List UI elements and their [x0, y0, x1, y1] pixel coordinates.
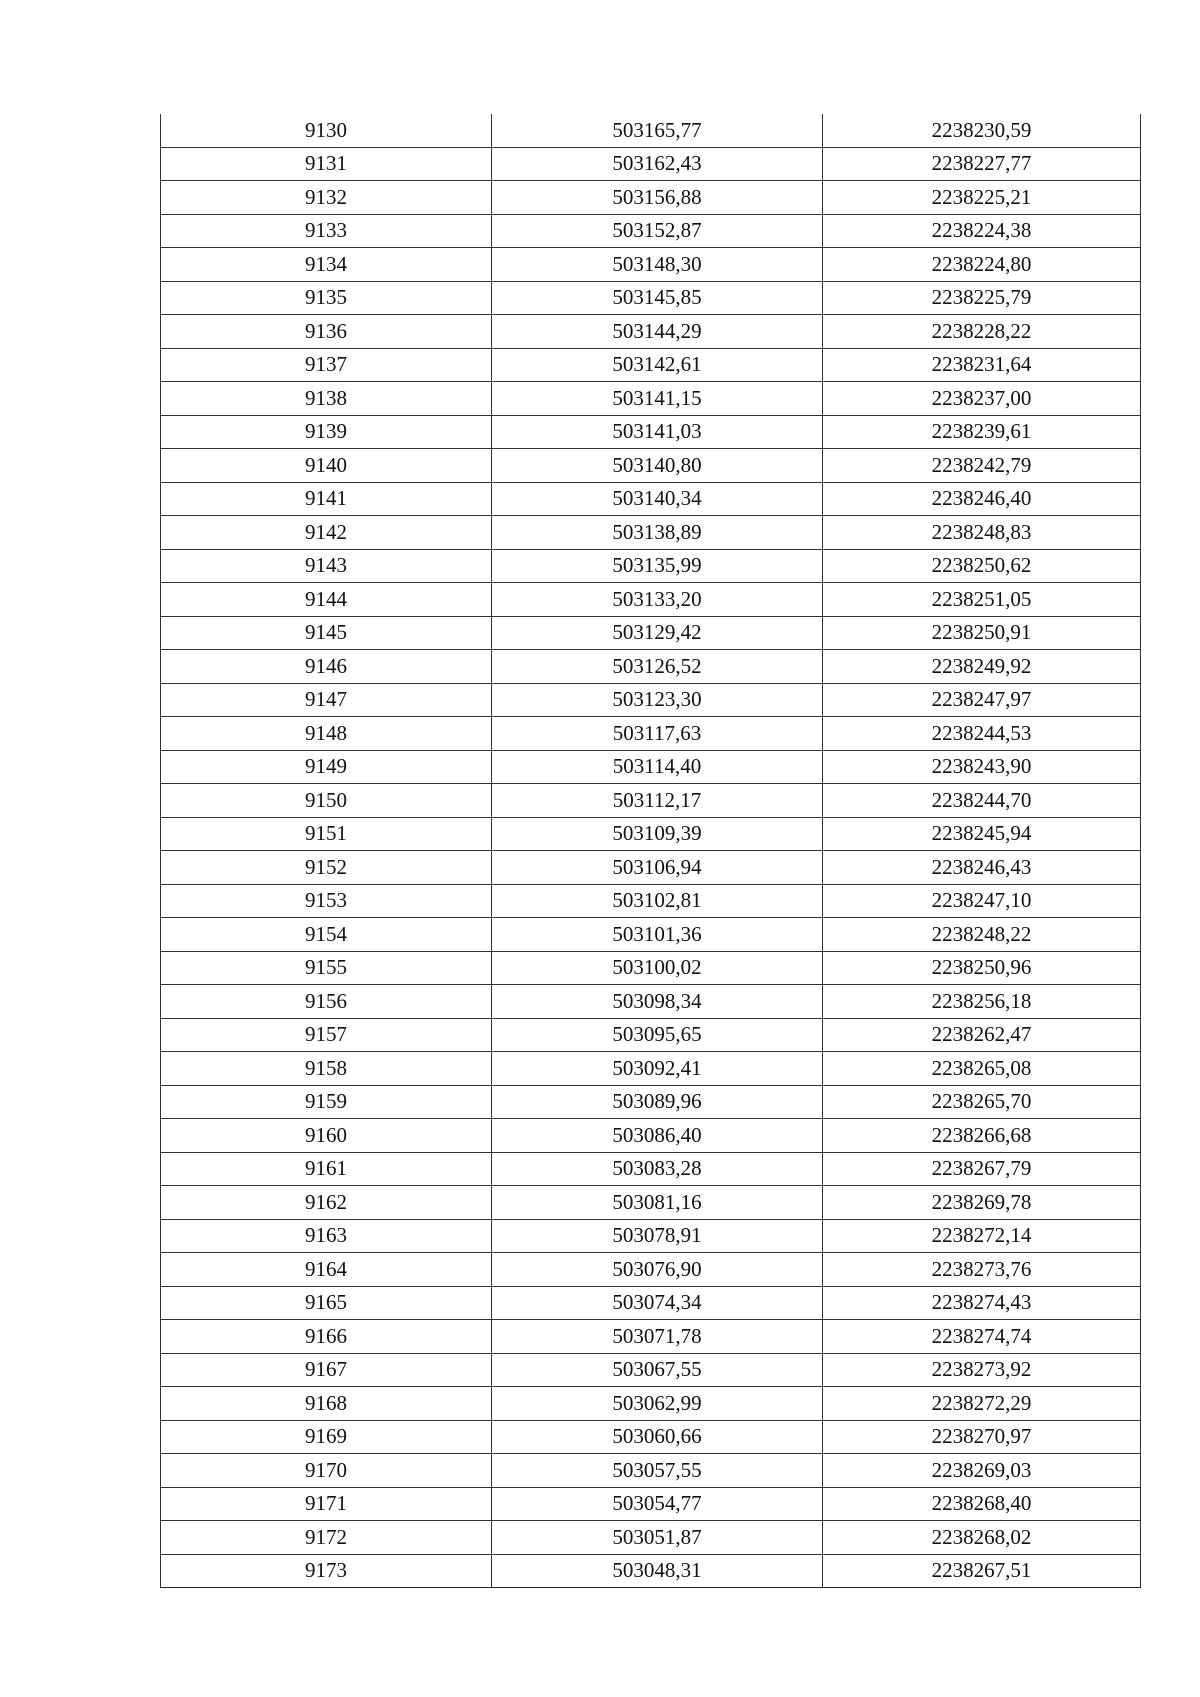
y-coordinate-cell: 2238249,92	[823, 650, 1141, 684]
point-number-cell: 9170	[161, 1454, 492, 1488]
x-coordinate-cell: 503098,34	[492, 985, 823, 1019]
point-number-cell: 9137	[161, 348, 492, 382]
table-row	[161, 181, 1141, 215]
y-coordinate-cell: 2238265,08	[823, 1052, 1141, 1086]
x-coordinate-cell: 503144,29	[492, 315, 823, 349]
point-number-cell: 9173	[161, 1554, 492, 1588]
table-row	[161, 1554, 1141, 1588]
x-coordinate-cell: 503138,89	[492, 516, 823, 550]
point-number-cell: 9131	[161, 147, 492, 181]
y-coordinate-cell: 2238239,61	[823, 415, 1141, 449]
point-number-cell: 9149	[161, 750, 492, 784]
y-coordinate-cell: 2238245,94	[823, 817, 1141, 851]
point-number-cell: 9130	[161, 114, 492, 147]
point-number-cell: 9162	[161, 1186, 492, 1220]
y-coordinate-cell: 2238262,47	[823, 1018, 1141, 1052]
x-coordinate-cell: 503076,90	[492, 1253, 823, 1287]
table-row	[161, 1085, 1141, 1119]
point-number-cell: 9136	[161, 315, 492, 349]
point-number-cell: 9143	[161, 549, 492, 583]
y-coordinate-cell: 2238274,43	[823, 1286, 1141, 1320]
point-number-cell: 9139	[161, 415, 492, 449]
point-number-cell: 9132	[161, 181, 492, 215]
table-row	[161, 516, 1141, 550]
point-number-cell: 9140	[161, 449, 492, 483]
point-number-cell: 9134	[161, 248, 492, 282]
y-coordinate-cell: 2238246,40	[823, 482, 1141, 516]
x-coordinate-cell: 503067,55	[492, 1353, 823, 1387]
x-coordinate-cell: 503062,99	[492, 1387, 823, 1421]
y-coordinate-cell: 2238268,40	[823, 1487, 1141, 1521]
x-coordinate-cell: 503129,42	[492, 616, 823, 650]
table-row	[161, 1052, 1141, 1086]
y-coordinate-cell: 2238224,80	[823, 248, 1141, 282]
table-row	[161, 449, 1141, 483]
table-row	[161, 1353, 1141, 1387]
point-number-cell: 9169	[161, 1420, 492, 1454]
x-coordinate-cell: 503057,55	[492, 1454, 823, 1488]
table-row	[161, 1186, 1141, 1220]
x-coordinate-cell: 503086,40	[492, 1119, 823, 1153]
table-row	[161, 1320, 1141, 1354]
point-number-cell: 9172	[161, 1521, 492, 1555]
y-coordinate-cell: 2238244,53	[823, 717, 1141, 751]
x-coordinate-cell: 503140,80	[492, 449, 823, 483]
point-number-cell: 9153	[161, 884, 492, 918]
point-number-cell: 9160	[161, 1119, 492, 1153]
table-row	[161, 683, 1141, 717]
point-number-cell: 9154	[161, 918, 492, 952]
x-coordinate-cell: 503109,39	[492, 817, 823, 851]
x-coordinate-cell: 503095,65	[492, 1018, 823, 1052]
y-coordinate-cell: 2238272,14	[823, 1219, 1141, 1253]
y-coordinate-cell: 2238227,77	[823, 147, 1141, 181]
y-coordinate-cell: 2238246,43	[823, 851, 1141, 885]
point-number-cell: 9159	[161, 1085, 492, 1119]
table-row	[161, 382, 1141, 416]
table-row	[161, 114, 1141, 147]
x-coordinate-cell: 503074,34	[492, 1286, 823, 1320]
x-coordinate-cell: 503145,85	[492, 281, 823, 315]
table-row	[161, 884, 1141, 918]
table-row	[161, 1521, 1141, 1555]
table-row	[161, 315, 1141, 349]
x-coordinate-cell: 503083,28	[492, 1152, 823, 1186]
table-row	[161, 851, 1141, 885]
y-coordinate-cell: 2238272,29	[823, 1387, 1141, 1421]
x-coordinate-cell: 503123,30	[492, 683, 823, 717]
table-row	[161, 616, 1141, 650]
y-coordinate-cell: 2238265,70	[823, 1085, 1141, 1119]
table-row	[161, 750, 1141, 784]
point-number-cell: 9150	[161, 784, 492, 818]
point-number-cell: 9164	[161, 1253, 492, 1287]
y-coordinate-cell: 2238225,21	[823, 181, 1141, 215]
point-number-cell: 9152	[161, 851, 492, 885]
table-row	[161, 1420, 1141, 1454]
y-coordinate-cell: 2238224,38	[823, 214, 1141, 248]
y-coordinate-cell: 2238269,78	[823, 1186, 1141, 1220]
point-number-cell: 9158	[161, 1052, 492, 1086]
table-row	[161, 1387, 1141, 1421]
table-row	[161, 583, 1141, 617]
y-coordinate-cell: 2238247,10	[823, 884, 1141, 918]
point-number-cell: 9151	[161, 817, 492, 851]
y-coordinate-cell: 2238243,90	[823, 750, 1141, 784]
x-coordinate-cell: 503071,78	[492, 1320, 823, 1354]
table-row	[161, 348, 1141, 382]
point-number-cell: 9167	[161, 1353, 492, 1387]
table-row	[161, 214, 1141, 248]
y-coordinate-cell: 2238274,74	[823, 1320, 1141, 1354]
point-number-cell: 9161	[161, 1152, 492, 1186]
point-number-cell: 9133	[161, 214, 492, 248]
table-row	[161, 1119, 1141, 1153]
x-coordinate-cell: 503126,52	[492, 650, 823, 684]
y-coordinate-cell: 2238268,02	[823, 1521, 1141, 1555]
x-coordinate-cell: 503148,30	[492, 248, 823, 282]
table-row	[161, 1219, 1141, 1253]
point-number-cell: 9145	[161, 616, 492, 650]
y-coordinate-cell: 2238248,22	[823, 918, 1141, 952]
x-coordinate-cell: 503141,15	[492, 382, 823, 416]
y-coordinate-cell: 2238273,76	[823, 1253, 1141, 1287]
y-coordinate-cell: 2238237,00	[823, 382, 1141, 416]
point-number-cell: 9144	[161, 583, 492, 617]
table-row	[161, 1253, 1141, 1287]
x-coordinate-cell: 503100,02	[492, 951, 823, 985]
table-row	[161, 784, 1141, 818]
x-coordinate-cell: 503114,40	[492, 750, 823, 784]
y-coordinate-cell: 2238256,18	[823, 985, 1141, 1019]
table-row	[161, 1018, 1141, 1052]
point-number-cell: 9157	[161, 1018, 492, 1052]
y-coordinate-cell: 2238266,68	[823, 1119, 1141, 1153]
table-row	[161, 482, 1141, 516]
x-coordinate-cell: 503156,88	[492, 181, 823, 215]
y-coordinate-cell: 2238247,97	[823, 683, 1141, 717]
x-coordinate-cell: 503133,20	[492, 583, 823, 617]
x-coordinate-cell: 503135,99	[492, 549, 823, 583]
point-number-cell: 9141	[161, 482, 492, 516]
x-coordinate-cell: 503089,96	[492, 1085, 823, 1119]
y-coordinate-cell: 2238225,79	[823, 281, 1141, 315]
x-coordinate-cell: 503162,43	[492, 147, 823, 181]
point-number-cell: 9147	[161, 683, 492, 717]
table-row	[161, 985, 1141, 1019]
y-coordinate-cell: 2238273,92	[823, 1353, 1141, 1387]
y-coordinate-cell: 2238267,79	[823, 1152, 1141, 1186]
point-number-cell: 9163	[161, 1219, 492, 1253]
x-coordinate-cell: 503165,77	[492, 114, 823, 147]
point-number-cell: 9156	[161, 985, 492, 1019]
y-coordinate-cell: 2238270,97	[823, 1420, 1141, 1454]
x-coordinate-cell: 503054,77	[492, 1487, 823, 1521]
point-number-cell: 9168	[161, 1387, 492, 1421]
y-coordinate-cell: 2238250,62	[823, 549, 1141, 583]
y-coordinate-cell: 2238250,91	[823, 616, 1141, 650]
table-row	[161, 281, 1141, 315]
x-coordinate-cell: 503092,41	[492, 1052, 823, 1086]
x-coordinate-cell: 503081,16	[492, 1186, 823, 1220]
x-coordinate-cell: 503102,81	[492, 884, 823, 918]
x-coordinate-cell: 503141,03	[492, 415, 823, 449]
y-coordinate-cell: 2238244,70	[823, 784, 1141, 818]
table-row	[161, 147, 1141, 181]
x-coordinate-cell: 503152,87	[492, 214, 823, 248]
y-coordinate-cell: 2238250,96	[823, 951, 1141, 985]
y-coordinate-cell: 2238230,59	[823, 114, 1141, 147]
point-number-cell: 9146	[161, 650, 492, 684]
y-coordinate-cell: 2238228,22	[823, 315, 1141, 349]
coordinates-table	[160, 114, 1141, 1588]
y-coordinate-cell: 2238231,64	[823, 348, 1141, 382]
table-row	[161, 951, 1141, 985]
table-row	[161, 1487, 1141, 1521]
x-coordinate-cell: 503078,91	[492, 1219, 823, 1253]
x-coordinate-cell: 503051,87	[492, 1521, 823, 1555]
table-row	[161, 248, 1141, 282]
y-coordinate-cell: 2238242,79	[823, 449, 1141, 483]
point-number-cell: 9165	[161, 1286, 492, 1320]
y-coordinate-cell: 2238269,03	[823, 1454, 1141, 1488]
x-coordinate-cell: 503112,17	[492, 784, 823, 818]
table-row	[161, 650, 1141, 684]
x-coordinate-cell: 503140,34	[492, 482, 823, 516]
table-row	[161, 717, 1141, 751]
x-coordinate-cell: 503117,63	[492, 717, 823, 751]
table-row	[161, 549, 1141, 583]
table-row	[161, 1152, 1141, 1186]
coordinates-table-body	[161, 114, 1141, 1588]
x-coordinate-cell: 503142,61	[492, 348, 823, 382]
point-number-cell: 9148	[161, 717, 492, 751]
y-coordinate-cell: 2238251,05	[823, 583, 1141, 617]
point-number-cell: 9138	[161, 382, 492, 416]
x-coordinate-cell: 503060,66	[492, 1420, 823, 1454]
y-coordinate-cell: 2238267,51	[823, 1554, 1141, 1588]
point-number-cell: 9142	[161, 516, 492, 550]
table-row	[161, 918, 1141, 952]
table-row	[161, 817, 1141, 851]
table-row	[161, 1454, 1141, 1488]
table-row	[161, 415, 1141, 449]
y-coordinate-cell: 2238248,83	[823, 516, 1141, 550]
x-coordinate-cell: 503048,31	[492, 1554, 823, 1588]
point-number-cell: 9135	[161, 281, 492, 315]
point-number-cell: 9155	[161, 951, 492, 985]
x-coordinate-cell: 503101,36	[492, 918, 823, 952]
table-row	[161, 1286, 1141, 1320]
point-number-cell: 9171	[161, 1487, 492, 1521]
point-number-cell: 9166	[161, 1320, 492, 1354]
x-coordinate-cell: 503106,94	[492, 851, 823, 885]
